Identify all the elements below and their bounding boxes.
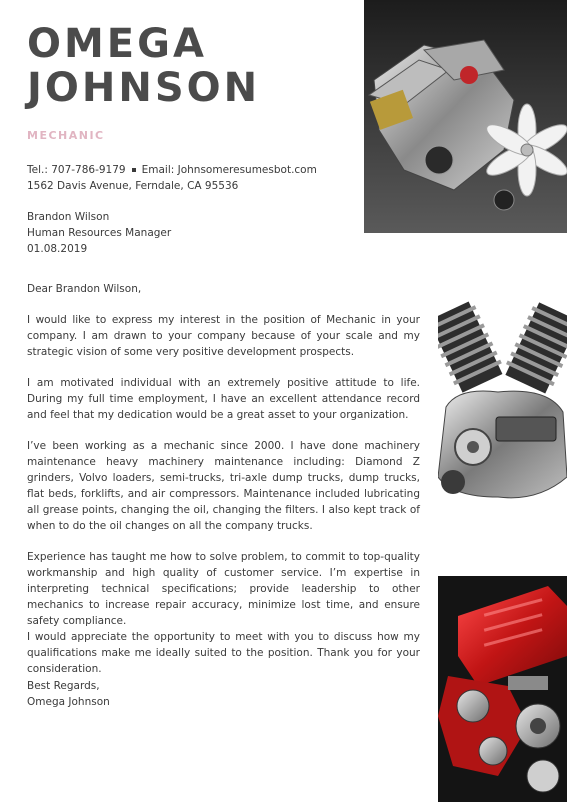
job-title: MECHANIC xyxy=(27,129,105,142)
address: 1562 Davis Avenue, Ferndale, CA 95536 xyxy=(27,180,239,192)
signature-name: Omega Johnson xyxy=(27,696,110,708)
phone: Tel.: 707-786-9179 xyxy=(27,164,126,176)
recipient-block xyxy=(27,209,171,257)
paragraph: I would like to express my interest in the position of Mechanic in your company. I am drawn to your company because of your scale and my strategic vision of some very positive development prospects. xyxy=(27,314,420,358)
letter-date: 01.08.2019 xyxy=(27,243,88,255)
motorcycle-v-twin-engine-photo xyxy=(438,297,567,509)
salutation: Dear Brandon Wilson, xyxy=(27,283,142,295)
first-name: OMEGA xyxy=(27,21,207,67)
closing-block xyxy=(27,678,110,710)
paragraph: I would appreciate the opportunity to meet with you to discuss how my qualifications make me ideally suited to the position. Thank you for your consideration. xyxy=(27,631,420,675)
paragraph: I’ve been working as a mechanic since 2000. I have done machinery maintenance heavy machinery maintenance including: Diamond Z grinders, Volvo loaders, semi-trucks, tri-axle dump trucks, dump trucks, flat beds, forklifts, and air compressors. Maintenance included lubricating all grease points, changing the oil, changing the filters. I also kept track of when to do the oil changes on all the company trucks. xyxy=(27,440,420,532)
recipient-role: Human Resources Manager xyxy=(27,227,172,239)
recipient-name: Brandon Wilson xyxy=(27,211,110,223)
bullet-separator xyxy=(132,168,136,172)
v-engine-chrome-fan-photo xyxy=(364,0,567,233)
last-name: JOHNSON xyxy=(27,65,261,111)
contact-block xyxy=(27,162,317,194)
letter-body xyxy=(27,281,420,692)
red-v8-engine-photo xyxy=(438,576,567,802)
applicant-name xyxy=(27,22,260,110)
paragraph: I am motivated individual with an extremely positive attitude to life. During my full time employment, I have an excellent attendance record and feel that my dedication would be a great asset to your organization. xyxy=(27,377,420,421)
closing: Best Regards, xyxy=(27,680,100,692)
paragraph: Experience has taught me how to solve problem, to commit to top-quality workmanship and high quality of customer service. I’m expertise in interpreting technical specifications; provide leadership to other mechanics to increase repair accuracy, minimize lost time, and ensure safety compliance. xyxy=(27,551,420,627)
email: Email: Johnsomeresumesbot.com xyxy=(141,164,317,176)
